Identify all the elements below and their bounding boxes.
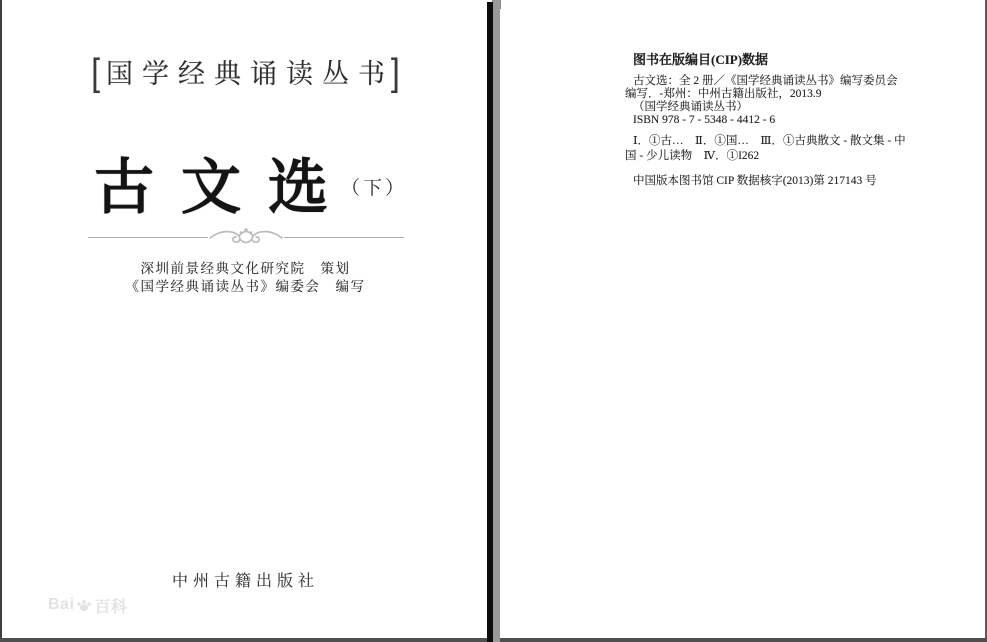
divider-rule-right <box>284 237 404 238</box>
title-page <box>2 0 489 638</box>
book-title: 古文选 <box>93 155 355 221</box>
volume-label: （下） <box>340 177 407 199</box>
series-title-bracket-right: ] <box>391 51 400 94</box>
classification-line-2: 国 - 少儿读物 Ⅳ．①I262 <box>625 150 760 162</box>
series-title-text: 国学经典诵读丛书 <box>106 59 394 89</box>
series-title-bracket-left: [ <box>91 51 100 94</box>
cip-record-number: 中国版本图书馆 CIP 数据核字(2013)第 217143 号 <box>633 175 877 187</box>
series-title <box>2 51 489 94</box>
credits-block <box>2 260 489 296</box>
cip-description <box>625 75 898 127</box>
cip-line-series: （国学经典诵读丛书） <box>633 101 748 113</box>
watermark-cjk: 百科 <box>94 598 128 616</box>
classification-line-1: Ⅰ．①古… Ⅱ．①国… Ⅲ．①古典散文 - 散文集 - 中 <box>633 135 906 147</box>
cip-header: 图书在版编目(CIP)数据 <box>633 52 769 67</box>
credit-editor: 《国学经典诵读丛书》编委会 编写 <box>125 279 366 294</box>
title-divider <box>88 224 404 250</box>
publisher-imprint: 中州古籍出版社 <box>171 573 319 590</box>
cip-line-publisher: 编写．-郑州：中州古籍出版社，2013.9 <box>625 88 822 100</box>
divider-ornament-icon <box>208 224 284 250</box>
credit-planner: 深圳前景经典文化研究院 策划 <box>140 261 351 276</box>
cip-page <box>625 0 915 638</box>
paw-icon <box>75 596 93 614</box>
main-title-row <box>2 140 489 226</box>
cip-line-title: 古文选：全 2 册／《国学经典诵读丛书》编写委员会 <box>633 75 898 87</box>
book-spine-highlight <box>493 0 500 642</box>
watermark-latin: Bai <box>48 596 75 613</box>
cip-line-isbn: ISBN 978 - 7 - 5348 - 4412 - 6 <box>633 114 776 126</box>
cip-classification <box>625 134 906 164</box>
divider-rule-left <box>88 237 208 238</box>
baike-watermark <box>48 593 127 617</box>
